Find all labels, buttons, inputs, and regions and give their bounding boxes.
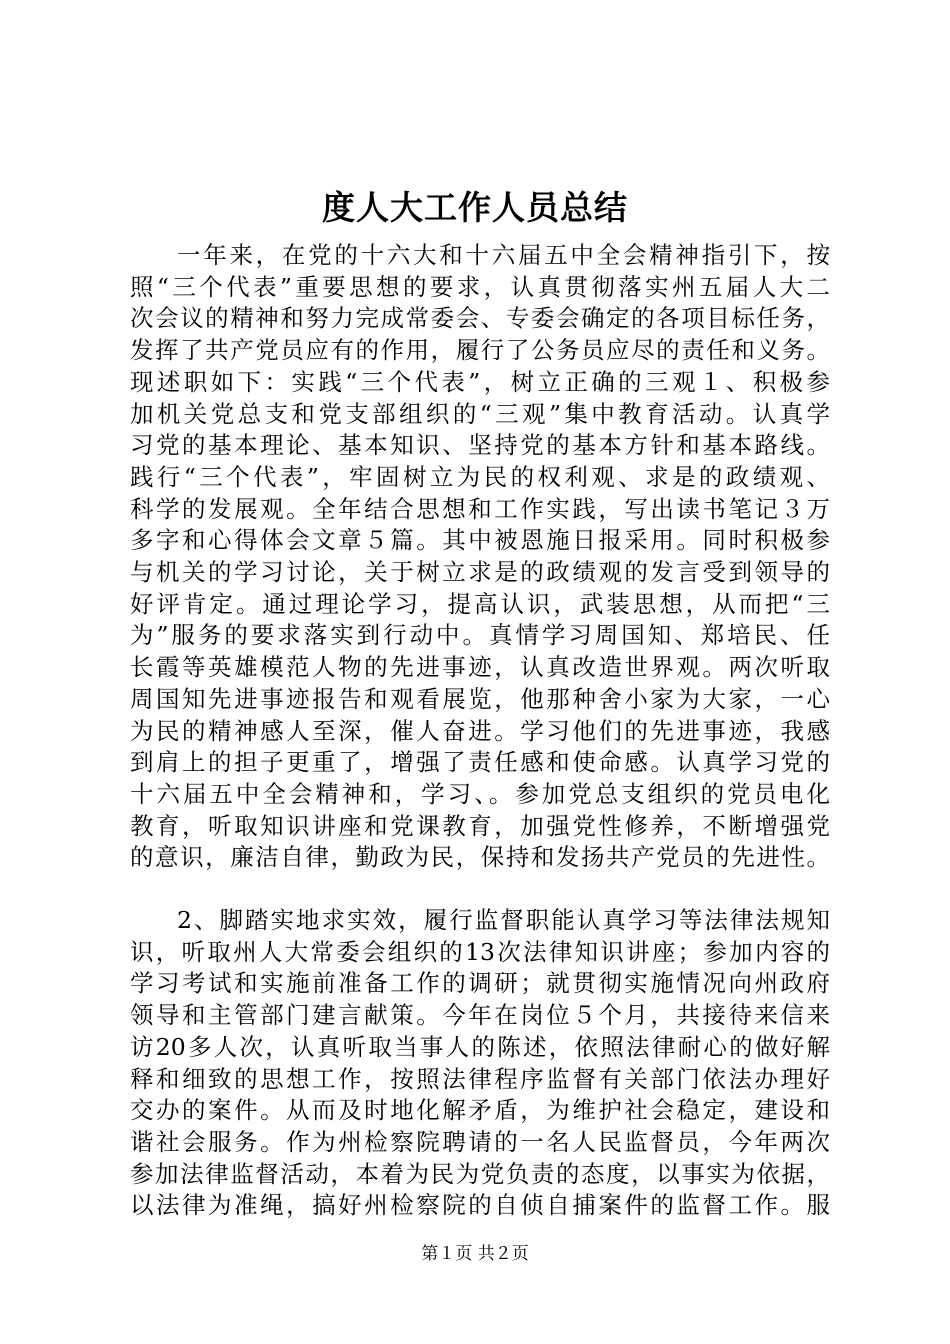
- text-line: 好评肯定。通过理论学习，提高认识，武装思想，从而把“三: [130, 589, 830, 618]
- text-line: 发挥了共产党员应有的作用，履行了公务员应尽的责任和义务。: [130, 336, 830, 365]
- page-footer: 第１页 共２页: [421, 1244, 529, 1264]
- text-line: 多字和心得体会文章５篇。其中被恩施日报采用。同时积极参: [130, 526, 830, 555]
- text-line: 到肩上的担子更重了，增强了责任感和使命感。认真学习党的: [130, 748, 830, 777]
- document-title: 度人大工作人员总结: [322, 188, 628, 227]
- text-line: 2、脚踏实地求实效，履行监督职能认真学习等法律法规知: [177, 906, 830, 934]
- paragraph-2: [130, 905, 830, 1222]
- text-line: 释和细致的思想工作，按照法律程序监督有关部门依法办理好: [130, 1064, 830, 1093]
- text-line: 领导和主管部门建言献策。今年在岗位５个月，共接待来信来: [130, 1001, 830, 1030]
- text-line: 学习考试和实施前准备工作的调研；就贯彻实施情况向州政府: [130, 969, 830, 998]
- text-line: 践行“三个代表”，牢固树立为民的权利观、求是的政绩观、: [130, 462, 830, 491]
- text-line: 参加法律监督活动，本着为民为党负责的态度，以事实为依据，: [130, 1159, 830, 1188]
- text-line: 交办的案件。从而及时地化解矛盾，为维护社会稳定，建设和: [130, 1096, 830, 1125]
- text-line: 的意识，廉洁自律，勤政为民，保持和发扬共产党员的先进性。: [130, 843, 830, 872]
- text-line: 为民的精神感人至深，催人奋进。学习他们的先进事迹，我感: [130, 716, 830, 745]
- text-line: 照“三个代表”重要思想的要求，认真贯彻落实州五届人大二: [130, 272, 830, 301]
- text-line: 与机关的学习讨论，关于树立求是的政绩观的发言受到领导的: [130, 558, 830, 587]
- text-line: 访20多人次，认真听取当事人的陈述，依照法律耐心的做好解: [130, 1032, 830, 1061]
- text-line: 长霞等英雄模范人物的先进事迹，认真改造世界观。两次听取: [130, 653, 830, 682]
- text-line: 现述职如下：实践“三个代表”，树立正确的三观１、积极参: [130, 367, 830, 396]
- text-line: 十六届五中全会精神和，学习、。参加党总支组织的党员电化: [130, 779, 830, 808]
- text-line: 加机关党总支和党支部组织的“三观”集中教育活动。认真学: [130, 399, 830, 428]
- text-line: 谐社会服务。作为州检察院聘请的一名人民监督员，今年两次: [130, 1127, 830, 1156]
- text-line: 科学的发展观。全年结合思想和工作实践，写出读书笔记３万: [130, 494, 830, 523]
- text-line: 以法律为准绳，搞好州检察院的自侦自捕案件的监督工作。服: [130, 1191, 830, 1220]
- text-line: 一年来，在党的十六大和十六届五中全会精神指引下，按: [177, 241, 830, 269]
- text-line: 次会议的精神和努力完成常委会、专委会确定的各项目标任务，: [130, 304, 830, 333]
- text-line: 为”服务的要求落实到行动中。真情学习周国知、郑培民、任: [130, 621, 830, 650]
- text-line: 习党的基本理论、基本知识、坚持党的基本方针和基本路线。: [130, 431, 830, 460]
- text-line: 教育，听取知识讲座和党课教育，加强党性修养，不断增强党: [130, 811, 830, 840]
- text-line: 周国知先进事迹报告和观看展览，他那种舍小家为大家，一心: [130, 684, 830, 713]
- text-line: 识，听取州人大常委会组织的13次法律知识讲座；参加内容的: [130, 937, 830, 966]
- paragraph-1: [130, 240, 830, 874]
